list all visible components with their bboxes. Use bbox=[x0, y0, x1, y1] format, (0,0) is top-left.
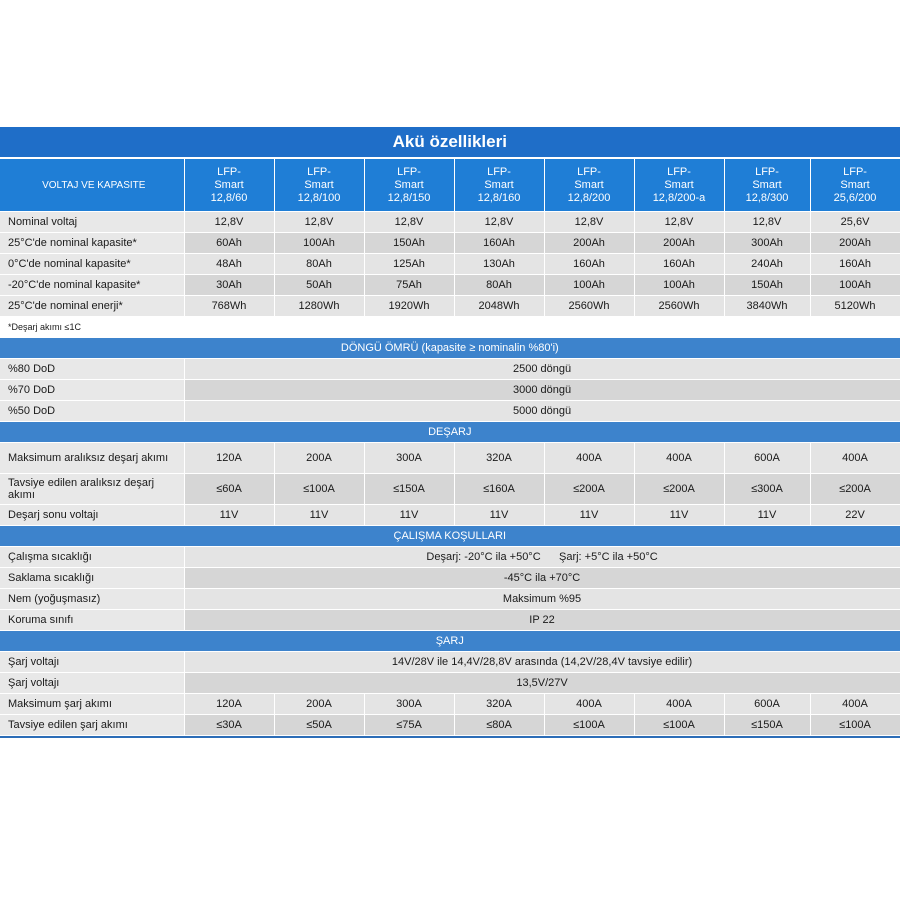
row-label: Maksimum şarj akımı bbox=[0, 694, 184, 715]
model-name-line: Smart bbox=[752, 178, 782, 191]
model-header bbox=[364, 158, 454, 212]
model-name-line: Smart bbox=[394, 178, 424, 191]
footnote-row bbox=[0, 317, 900, 338]
row-label: Şarj voltajı bbox=[0, 652, 184, 673]
value-cell: 12,8V bbox=[454, 212, 544, 233]
table-row bbox=[0, 652, 900, 673]
value-cell: ≤50A bbox=[274, 715, 364, 736]
model-name-line: LFP- bbox=[307, 165, 331, 178]
value-cell: ≤160A bbox=[454, 474, 544, 505]
model-name-line: 12,8/150 bbox=[387, 191, 431, 204]
value-cell: 12,8V bbox=[544, 212, 634, 233]
model-name-line: Smart bbox=[304, 178, 334, 191]
value-cell: 320A bbox=[454, 694, 544, 715]
model-name-line: Smart bbox=[484, 178, 514, 191]
value-cell: ≤100A bbox=[274, 474, 364, 505]
span-value-cell: 14V/28V ile 14,4V/28,8V arasında (14,2V/28,4V tavsiye edilir) bbox=[184, 652, 900, 673]
table-row bbox=[0, 673, 900, 694]
row-label: Deşarj sonu voltajı bbox=[0, 505, 184, 526]
value-cell: 160Ah bbox=[454, 233, 544, 254]
row-label: -20°C'de nominal kapasite* bbox=[0, 275, 184, 296]
model-header bbox=[184, 158, 274, 212]
value-cell: 120A bbox=[184, 443, 274, 474]
value-cell: 30Ah bbox=[184, 275, 274, 296]
value-cell: ≤80A bbox=[454, 715, 544, 736]
value-cell: 120A bbox=[184, 694, 274, 715]
span-value-cell: Maksimum %95 bbox=[184, 589, 900, 610]
value-cell: ≤200A bbox=[544, 474, 634, 505]
value-cell: 1280Wh bbox=[274, 296, 364, 317]
value-cell: ≤75A bbox=[364, 715, 454, 736]
value-cell: ≤30A bbox=[184, 715, 274, 736]
table-row bbox=[0, 275, 900, 296]
row-label: 25°C'de nominal kapasite* bbox=[0, 233, 184, 254]
table-row bbox=[0, 568, 900, 589]
model-name-line: LFP- bbox=[755, 165, 779, 178]
row-label: %50 DoD bbox=[0, 401, 184, 422]
row-label: Maksimum aralıksız deşarj akımı bbox=[0, 443, 184, 474]
row-label: Çalışma sıcaklığı bbox=[0, 547, 184, 568]
section-title: DÖNGÜ ÖMRÜ (kapasite ≥ nominalin %80'i) bbox=[0, 338, 900, 359]
value-cell: 11V bbox=[364, 505, 454, 526]
value-cell: 12,8V bbox=[724, 212, 810, 233]
value-cell: 11V bbox=[184, 505, 274, 526]
table-row bbox=[0, 380, 900, 401]
value-cell: 160Ah bbox=[810, 254, 900, 275]
value-cell: 2560Wh bbox=[544, 296, 634, 317]
model-name-line: Smart bbox=[840, 178, 870, 191]
value-cell: ≤100A bbox=[634, 715, 724, 736]
value-cell: 200Ah bbox=[544, 233, 634, 254]
value-cell: 400A bbox=[634, 694, 724, 715]
value-cell: 2560Wh bbox=[634, 296, 724, 317]
table-row bbox=[0, 233, 900, 254]
value-cell: 200A bbox=[274, 694, 364, 715]
model-header bbox=[634, 158, 724, 212]
header-row bbox=[0, 158, 900, 212]
section-operating-conditions bbox=[0, 526, 900, 547]
value-cell: 150Ah bbox=[364, 233, 454, 254]
value-cell: 400A bbox=[634, 443, 724, 474]
row-label: Şarj voltajı bbox=[0, 673, 184, 694]
value-cell: 100Ah bbox=[810, 275, 900, 296]
row-label: Koruma sınıfı bbox=[0, 610, 184, 631]
value-cell: ≤100A bbox=[544, 715, 634, 736]
value-cell: 75Ah bbox=[364, 275, 454, 296]
row-label: Tavsiye edilen aralıksız deşarj akımı bbox=[0, 474, 184, 505]
row-label: 25°C'de nominal enerji* bbox=[0, 296, 184, 317]
table-row bbox=[0, 212, 900, 233]
span-value-cell: Deşarj: -20°C ila +50°C Şarj: +5°C ila +50°C bbox=[184, 547, 900, 568]
table-title: Akü özellikleri bbox=[0, 127, 900, 158]
row-label: 0°C'de nominal kapasite* bbox=[0, 254, 184, 275]
model-name-line: LFP- bbox=[217, 165, 241, 178]
section-title: ŞARJ bbox=[0, 631, 900, 652]
value-cell: 150Ah bbox=[724, 275, 810, 296]
row-label: %80 DoD bbox=[0, 359, 184, 380]
value-cell: 600A bbox=[724, 443, 810, 474]
value-cell: 200Ah bbox=[810, 233, 900, 254]
value-cell: 80Ah bbox=[274, 254, 364, 275]
value-cell: 600A bbox=[724, 694, 810, 715]
table-row bbox=[0, 505, 900, 526]
model-name-line: 12,8/300 bbox=[745, 191, 789, 204]
value-cell: 12,8V bbox=[634, 212, 724, 233]
battery-spec-sheet bbox=[0, 127, 900, 738]
model-name-line: LFP- bbox=[487, 165, 511, 178]
model-name-line: LFP- bbox=[667, 165, 691, 178]
span-value-cell: 2500 döngü bbox=[184, 359, 900, 380]
value-cell: 125Ah bbox=[364, 254, 454, 275]
table-row bbox=[0, 610, 900, 631]
section-title: ÇALIŞMA KOŞULLARI bbox=[0, 526, 900, 547]
value-cell: 12,8V bbox=[184, 212, 274, 233]
value-cell: 400A bbox=[544, 694, 634, 715]
value-cell: 25,6V bbox=[810, 212, 900, 233]
span-value-cell: 5000 döngü bbox=[184, 401, 900, 422]
value-cell: 400A bbox=[810, 443, 900, 474]
table-row bbox=[0, 715, 900, 736]
model-header bbox=[724, 158, 810, 212]
value-cell: 300A bbox=[364, 443, 454, 474]
value-cell: ≤100A bbox=[810, 715, 900, 736]
value-cell: 11V bbox=[454, 505, 544, 526]
model-name-line: Smart bbox=[664, 178, 694, 191]
value-cell: 100Ah bbox=[274, 233, 364, 254]
value-cell: 100Ah bbox=[634, 275, 724, 296]
value-cell: ≤200A bbox=[634, 474, 724, 505]
value-cell: 320A bbox=[454, 443, 544, 474]
row-label: Nominal voltaj bbox=[0, 212, 184, 233]
value-cell: 12,8V bbox=[364, 212, 454, 233]
span-value-cell: 13,5V/27V bbox=[184, 673, 900, 694]
row-label: Saklama sıcaklığı bbox=[0, 568, 184, 589]
model-header bbox=[544, 158, 634, 212]
model-name-line: LFP- bbox=[843, 165, 867, 178]
value-cell: 300A bbox=[364, 694, 454, 715]
value-cell: 2048Wh bbox=[454, 296, 544, 317]
model-header bbox=[454, 158, 544, 212]
value-cell: 50Ah bbox=[274, 275, 364, 296]
value-cell: 200A bbox=[274, 443, 364, 474]
value-cell: ≤200A bbox=[810, 474, 900, 505]
model-name-line: 12,8/60 bbox=[210, 191, 248, 204]
table-row bbox=[0, 547, 900, 568]
table-row bbox=[0, 474, 900, 505]
value-cell: 80Ah bbox=[454, 275, 544, 296]
model-header bbox=[274, 158, 364, 212]
table-row bbox=[0, 401, 900, 422]
value-cell: 100Ah bbox=[544, 275, 634, 296]
span-value-cell: 3000 döngü bbox=[184, 380, 900, 401]
table-title-row bbox=[0, 127, 900, 158]
value-cell: 240Ah bbox=[724, 254, 810, 275]
model-name-line: 12,8/200 bbox=[567, 191, 611, 204]
value-cell: 48Ah bbox=[184, 254, 274, 275]
section-charge bbox=[0, 631, 900, 652]
row-label: Nem (yoğuşmasız) bbox=[0, 589, 184, 610]
value-cell: 11V bbox=[634, 505, 724, 526]
value-cell: 400A bbox=[810, 694, 900, 715]
row-label: %70 DoD bbox=[0, 380, 184, 401]
model-name-line: Smart bbox=[214, 178, 244, 191]
span-value-cell: IP 22 bbox=[184, 610, 900, 631]
value-cell: ≤60A bbox=[184, 474, 274, 505]
value-cell: 400A bbox=[544, 443, 634, 474]
value-cell: ≤300A bbox=[724, 474, 810, 505]
value-cell: 60Ah bbox=[184, 233, 274, 254]
table-row bbox=[0, 359, 900, 380]
value-cell: 160Ah bbox=[634, 254, 724, 275]
value-cell: 3840Wh bbox=[724, 296, 810, 317]
value-cell: ≤150A bbox=[724, 715, 810, 736]
battery-spec-table bbox=[0, 127, 900, 736]
model-name-line: LFP- bbox=[397, 165, 421, 178]
value-cell: 12,8V bbox=[274, 212, 364, 233]
value-cell: 5120Wh bbox=[810, 296, 900, 317]
footnote: *Deşarj akımı ≤1C bbox=[0, 317, 900, 338]
span-value-cell: -45°C ila +70°C bbox=[184, 568, 900, 589]
value-cell: 11V bbox=[274, 505, 364, 526]
value-cell: 11V bbox=[544, 505, 634, 526]
value-cell: 768Wh bbox=[184, 296, 274, 317]
row-label: Tavsiye edilen şarj akımı bbox=[0, 715, 184, 736]
table-row bbox=[0, 443, 900, 474]
value-cell: 130Ah bbox=[454, 254, 544, 275]
table-row bbox=[0, 254, 900, 275]
table-row bbox=[0, 589, 900, 610]
section-discharge bbox=[0, 422, 900, 443]
table-row bbox=[0, 694, 900, 715]
model-name-line: 25,6/200 bbox=[833, 191, 877, 204]
value-cell: 300Ah bbox=[724, 233, 810, 254]
model-name-line: 12,8/200-a bbox=[652, 191, 706, 204]
model-name-line: LFP- bbox=[577, 165, 601, 178]
value-cell: 22V bbox=[810, 505, 900, 526]
table-row bbox=[0, 296, 900, 317]
model-name-line: Smart bbox=[574, 178, 604, 191]
value-cell: 11V bbox=[724, 505, 810, 526]
value-cell: 1920Wh bbox=[364, 296, 454, 317]
model-header bbox=[810, 158, 900, 212]
value-cell: 160Ah bbox=[544, 254, 634, 275]
value-cell: 200Ah bbox=[634, 233, 724, 254]
header-label: VOLTAJ VE KAPASITE bbox=[0, 158, 184, 212]
section-title: DEŞARJ bbox=[0, 422, 900, 443]
value-cell: ≤150A bbox=[364, 474, 454, 505]
section-cycle-life bbox=[0, 338, 900, 359]
model-name-line: 12,8/100 bbox=[297, 191, 341, 204]
model-name-line: 12,8/160 bbox=[477, 191, 521, 204]
